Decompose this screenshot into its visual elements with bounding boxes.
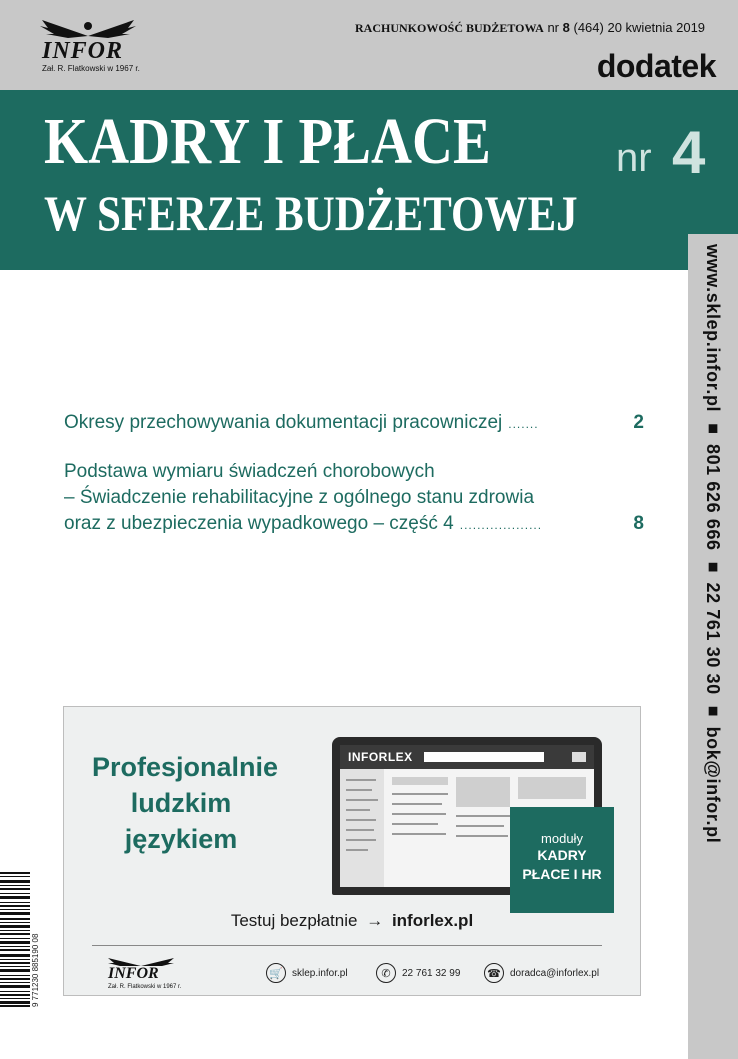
screen-block — [392, 777, 448, 785]
contact-text: doradca@inforlex.pl — [510, 967, 600, 979]
screen-block — [456, 777, 510, 807]
screen-block — [518, 777, 586, 799]
screen-line — [346, 849, 368, 851]
screen-line — [456, 825, 504, 827]
screen-line — [346, 779, 376, 781]
modules-badge — [510, 807, 614, 913]
phone-icon: ✆ — [376, 963, 396, 983]
contact-shop[interactable] — [266, 963, 348, 983]
infor-logo-small — [100, 957, 190, 993]
contact-phone[interactable] — [376, 963, 460, 983]
issue-total: (464) — [573, 20, 604, 35]
screen-line — [392, 813, 446, 815]
issue-nr-label: nr — [547, 20, 559, 35]
eagle-wings-icon — [38, 16, 138, 38]
logo-since: Zał. R. Flatkowski w 1967 r. — [42, 64, 140, 73]
contact-text: sklep.infor.pl — [292, 967, 348, 979]
toc-item[interactable] — [64, 410, 644, 437]
screen-line — [346, 819, 376, 821]
modules-label: moduły — [541, 831, 583, 846]
inforlex-link[interactable]: inforlex.pl — [391, 911, 474, 930]
magazine-name: RACHUNKOWOŚĆ BUDŻETOWA — [355, 21, 544, 35]
inforlex-advertisement[interactable] — [63, 706, 641, 996]
page-title-line-1: KADRY I PŁACE — [44, 105, 491, 178]
screen-sidebar — [340, 769, 384, 887]
screen-line — [392, 793, 448, 795]
screen-search-box — [424, 752, 544, 762]
toc-item-title: – Świadczenie rehabilitacyjne z ogólnego stanu zdrowia — [64, 487, 535, 508]
issue-date: 20 kwietnia 2019 — [607, 20, 706, 35]
headset-icon: ☎ — [484, 963, 504, 983]
ad-slogan-line: ludzkim — [130, 788, 232, 818]
screen-line — [346, 839, 376, 841]
modules-name-1: KADRY — [537, 847, 587, 863]
screen-brand: INFORLEX — [348, 750, 413, 764]
contact-email[interactable] — [484, 963, 599, 983]
ad-divider — [92, 945, 602, 946]
arrow-right-icon: → — [366, 911, 384, 930]
toc-leader-dots: ................... — [459, 518, 543, 532]
toc-item[interactable] — [64, 459, 644, 538]
screen-line — [392, 823, 438, 825]
try-free-line[interactable] — [64, 911, 640, 931]
table-of-contents — [64, 410, 644, 560]
ad-hero — [64, 707, 640, 901]
ad-slogan-line: językiem — [124, 824, 238, 854]
toc-leader-dots: ....... — [508, 417, 539, 431]
contact-strip-text: www.sklep.infor.pl ■ 801 626 666 ■ 22 761 30 30 ■ bok@infor.pl — [703, 244, 723, 844]
issue-number: 8 — [562, 20, 570, 35]
try-free-text: Testuj bezpłatnie — [230, 911, 358, 930]
barcode-number: 9 771230 885190 08 — [31, 933, 40, 1007]
screen-line — [346, 809, 370, 811]
toc-item-title: Okresy przechowywania dokumentacji pracowniczej — [64, 412, 503, 433]
screen-line — [456, 815, 510, 817]
toc-item-title: Podstawa wymiaru świadczeń chorobowych — [64, 461, 435, 482]
toc-page-number: 2 — [633, 412, 644, 433]
toc-item-title: oraz z ubezpieczenia wypadkowego – część 4 — [64, 513, 454, 534]
supplement-label: dodatek — [596, 48, 716, 84]
screen-line — [456, 835, 508, 837]
ad-slogan-line: Profesjonalnie — [92, 752, 279, 782]
screen-line — [346, 799, 378, 801]
screen-line — [392, 833, 446, 835]
logo-brand: INFOR — [42, 38, 124, 64]
screen-search-button — [572, 752, 586, 762]
screen-line — [392, 803, 442, 805]
screen-line — [346, 829, 374, 831]
page-title-line-2: W SFERZE BUDŻETOWEJ — [44, 185, 578, 241]
screen-line — [346, 789, 372, 791]
contact-text: 22 761 32 99 — [402, 967, 461, 979]
toc-page-number: 8 — [633, 513, 644, 534]
cart-icon: 🛒 — [266, 963, 286, 983]
supplement-nr-value: 4 — [672, 119, 706, 186]
modules-name-2: PŁACE I HR — [522, 866, 602, 882]
infor-logo — [28, 14, 148, 76]
barcode-icon — [0, 872, 30, 1007]
ad-slogan — [92, 749, 279, 857]
logo-brand: INFOR — [108, 965, 159, 982]
logo-since: Zał. R. Flatkowski w 1967 r. — [108, 984, 182, 990]
supplement-nr-label: nr — [616, 136, 652, 180]
issue-line — [355, 20, 705, 36]
